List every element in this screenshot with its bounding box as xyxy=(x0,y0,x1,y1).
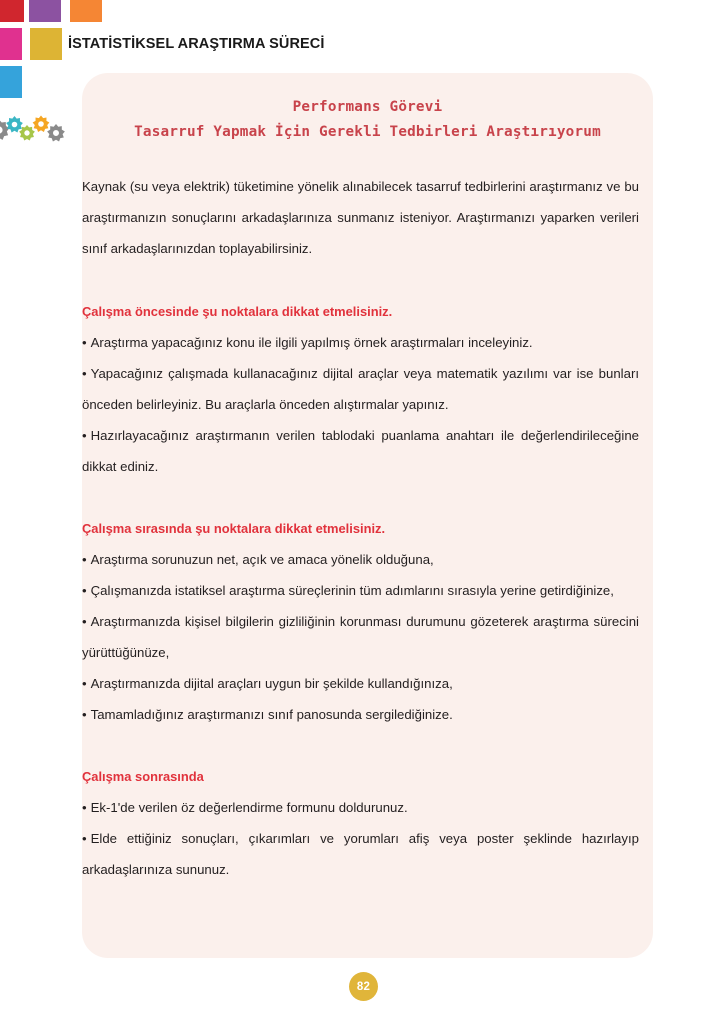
bullet-dot-icon: • xyxy=(82,366,87,381)
gear-orange xyxy=(33,116,50,132)
card-body xyxy=(82,171,653,885)
bullet-dot-icon: • xyxy=(82,583,87,598)
bullet-text: Araştırmanızda dijital araçları uygun bir şekilde kullandığınıza, xyxy=(90,676,453,691)
bullet-text: Araştırmanızda kişisel bilgilerin gizliliğinin korunması durumunu gözeterek araştırma sürecini yürüttüğünüze, xyxy=(82,614,639,660)
bullet-item xyxy=(82,823,651,885)
bullet-dot-icon: • xyxy=(82,676,87,691)
performance-task-card xyxy=(82,73,653,958)
square-red xyxy=(0,0,24,22)
bullet-item xyxy=(82,327,651,358)
gear-teal xyxy=(6,116,23,132)
card-title-line-2: Tasarruf Yapmak İçin Gerekli Tedbirleri Araştırıyorum xyxy=(134,124,601,140)
bullet-text: Ek-1'de verilen öz değerlendirme formunu doldurunuz. xyxy=(90,800,408,815)
bullet-item xyxy=(82,575,651,606)
bullet-item xyxy=(82,606,651,668)
square-purple xyxy=(29,0,61,22)
bullet-text: Elde ettiğiniz sonuçları, çıkarımları ve yorumları afiş veya poster şeklinde hazırlayıp arkadaşlarınıza sununuz. xyxy=(82,831,639,877)
square-blue xyxy=(0,66,22,98)
gear-green xyxy=(19,125,35,141)
bullet-dot-icon: • xyxy=(82,831,87,846)
square-gold xyxy=(30,28,62,60)
bullet-item xyxy=(82,668,651,699)
bullet-item xyxy=(82,792,651,823)
page-header xyxy=(68,32,628,58)
bullet-text: Yapacağınız çalışmada kullanacağınız dijital araçlar veya matematik yazılımı var ise bunları önceden belirleyiniz. Bu araçlarla önceden alıştırmalar yapınız. xyxy=(82,366,639,412)
square-magenta xyxy=(0,28,22,60)
section-heading: Çalışma sırasında şu noktalara dikkat etmelisiniz. xyxy=(82,521,386,536)
card-text-column xyxy=(82,171,651,885)
page-number-badge: 82 xyxy=(349,972,378,1001)
bullet-item xyxy=(82,420,651,482)
decorative-gear-cluster xyxy=(0,110,76,146)
card-title-line-1: Performans Görevi xyxy=(292,99,443,115)
bullet-text: Hazırlayacağınız araştırmanın verilen tablodaki puanlama anahtarı ile değerlendirileceğine dikkat ediniz. xyxy=(82,428,639,474)
bullet-text: Araştırma yapacağınız konu ile ilgili yapılmış örnek araştırmaları inceleyiniz. xyxy=(90,335,533,350)
bullet-text: Çalışmanızda istatiksel araştırma süreçlerinin tüm adımlarını sırasıyla yerine getirdiğinize, xyxy=(90,583,614,598)
bullet-item xyxy=(82,544,651,575)
bullet-item xyxy=(82,358,651,420)
bullet-item xyxy=(82,699,651,730)
bullet-dot-icon: • xyxy=(82,707,87,722)
bullet-dot-icon: • xyxy=(82,552,87,567)
bullet-dot-icon: • xyxy=(82,428,87,443)
gear-gray-2 xyxy=(47,124,65,141)
bullet-dot-icon: • xyxy=(82,335,87,350)
page-title: İSTATİSTİKSEL ARAŞTIRMA SÜRECİ xyxy=(68,36,325,52)
gears-svg xyxy=(0,110,76,146)
card-title-block xyxy=(82,95,653,145)
bullet-dot-icon: • xyxy=(82,614,87,629)
section-heading: Çalışma öncesinde şu noktalara dikkat etmelisiniz. xyxy=(82,304,393,319)
square-orange xyxy=(70,0,102,22)
intro-paragraph: Kaynak (su veya elektrik) tüketimine yönelik alınabilecek tasarruf tedbirlerini araştırmanız ve bu araştırmanızın sonuçlarını arkadaşlarınıza sunmanız isteniyor. Araştırmanızı yaparken verileri sınıf arkadaşlarınızdan toplayabilirsiniz. xyxy=(82,179,639,256)
section-heading: Çalışma sonrasında xyxy=(82,769,204,784)
bullet-dot-icon: • xyxy=(82,800,87,815)
bullet-text: Araştırma sorunuzun net, açık ve amaca yönelik olduğuna, xyxy=(90,552,434,567)
bullet-text: Tamamladığınız araştırmanızı sınıf panosunda sergilediğinize. xyxy=(90,707,453,722)
